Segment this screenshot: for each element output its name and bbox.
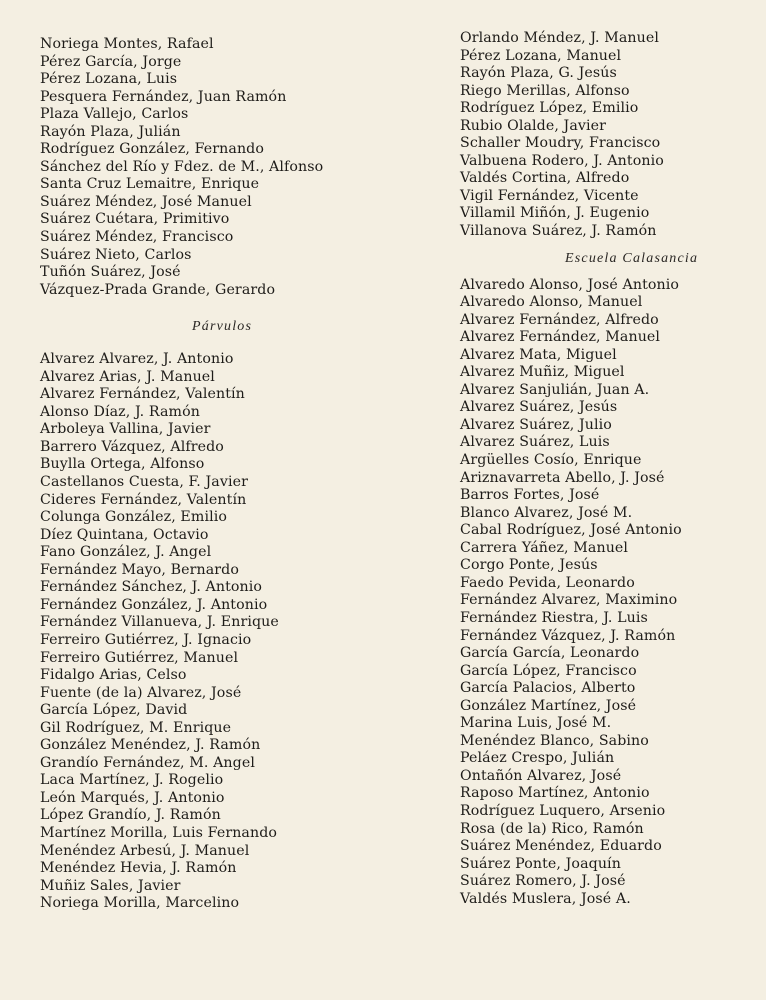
list-item: Alvarez Fernández, Alfredo — [460, 311, 659, 328]
list-item: Fuente (de la) Alvarez, José — [40, 684, 242, 701]
list-item: Alvarez Mata, Miguel — [460, 346, 617, 363]
list-item: Arboleya Vallina, Javier — [40, 421, 211, 438]
list-item: Argüelles Cosío, Enrique — [460, 452, 642, 469]
list-item: Cideres Fernández, Valentín — [40, 491, 247, 508]
list-item: Alvarez Fernández, Manuel — [460, 329, 661, 346]
list-item: Alonso Díaz, J. Ramón — [40, 403, 200, 420]
section-heading-escuela-calasancia: Escuela Calasancia — [565, 250, 699, 266]
list-item: Menéndez Hevia, J. Ramón — [40, 860, 237, 877]
list-item: Rayón Plaza, G. Jesús — [460, 65, 617, 82]
list-item: Riego Merillas, Alfonso — [460, 82, 630, 99]
list-item: Gil Rodríguez, M. Enrique — [40, 719, 232, 736]
list-item: Suárez Ponte, Joaquín — [460, 855, 621, 872]
list-item: Alvaredo Alonso, Manuel — [460, 294, 643, 311]
list-item: Alvarez Suárez, Luis — [460, 434, 610, 451]
list-item: Suárez Cuétara, Primitivo — [40, 211, 230, 228]
list-item: Fernández Sánchez, J. Antonio — [40, 579, 263, 596]
list-item: Fernández Mayo, Bernardo — [40, 561, 240, 578]
list-item: Díez Quintana, Octavio — [40, 526, 209, 543]
list-item: Marina Luis, José M. — [460, 715, 612, 732]
list-item: Martínez Morilla, Luis Fernando — [40, 824, 278, 841]
list-item: Vázquez-Prada Grande, Gerardo — [40, 281, 276, 298]
list-item: García Palacios, Alberto — [460, 680, 636, 697]
list-item: Villanova Suárez, J. Ramón — [460, 223, 657, 240]
list-item: Alvarez Fernández, Valentín — [40, 386, 245, 403]
list-item: Fernández González, J. Antonio — [40, 596, 268, 613]
list-item: Valdés Cortina, Alfredo — [460, 170, 630, 187]
left-column — [40, 30, 420, 913]
right-column — [460, 30, 760, 908]
list-item: Menéndez Arbesú, J. Manuel — [40, 842, 250, 859]
section-heading-parvulos: Párvulos — [192, 319, 253, 335]
list-item: Suárez Romero, J. José — [460, 873, 626, 890]
list-item: Ontañón Alvarez, José — [460, 767, 622, 784]
list-item: González Menéndez, J. Ramón — [40, 737, 261, 754]
list-item: López Grandío, J. Ramón — [40, 807, 221, 824]
list-item: Rubio Olalde, Javier — [460, 117, 607, 134]
list-item: Pérez Lozana, Luis — [40, 71, 178, 88]
list-item: Rodríguez González, Fernando — [40, 141, 265, 158]
list-item: Suárez Menéndez, Eduardo — [460, 838, 662, 855]
list-item: Pesquera Fernández, Juan Ramón — [40, 88, 287, 105]
list-item: Fidalgo Arias, Celso — [40, 667, 187, 684]
list-item: Fano González, J. Angel — [40, 544, 212, 561]
list-item: Alvarez Alvarez, J. Antonio — [40, 351, 234, 368]
list-item: Suárez Nieto, Carlos — [40, 246, 192, 263]
list-item: Fernández Villanueva, J. Enrique — [40, 614, 279, 631]
list-item: Ferreiro Gutiérrez, J. Ignacio — [40, 631, 252, 648]
list-item: Cabal Rodríguez, José Antonio — [460, 522, 682, 539]
list-item: González Martínez, José — [460, 697, 637, 714]
list-item: Alvaredo Alonso, José Antonio — [460, 276, 680, 293]
list-item: Villamil Miñón, J. Eugenio — [460, 205, 650, 222]
list-item: Valdés Muslera, José A. — [460, 890, 631, 907]
list-item: Rayón Plaza, Julián — [40, 123, 181, 140]
list-item: Grandío Fernández, M. Angel — [40, 754, 255, 771]
list-item: Plaza Vallejo, Carlos — [40, 106, 189, 123]
list-item: Noriega Morilla, Marcelino — [40, 895, 240, 912]
list-item: Vigil Fernández, Vicente — [460, 187, 639, 204]
list-item: García López, Francisco — [460, 662, 637, 679]
list-item: Rodríguez Luquero, Arsenio — [460, 802, 666, 819]
list-item: Fernández Alvarez, Maximino — [460, 592, 678, 609]
list-item: León Marqués, J. Antonio — [40, 789, 225, 806]
list-item: Rosa (de la) Rico, Ramón — [460, 820, 644, 837]
list-item: Suárez Méndez, José Manuel — [40, 193, 252, 210]
list-item: Muñiz Sales, Javier — [40, 877, 181, 894]
list-item: Laca Martínez, J. Rogelio — [40, 772, 224, 789]
list-item: Barros Fortes, José — [460, 487, 600, 504]
name-list-left-top — [40, 36, 420, 299]
list-item: Alvarez Sanjulián, Juan A. — [460, 381, 650, 398]
name-list-calasancia — [460, 277, 760, 909]
list-item: Sánchez del Río y Fdez. de M., Alfonso — [40, 158, 324, 175]
list-item: Alvarez Muñiz, Miguel — [460, 364, 625, 381]
list-item: Peláez Crespo, Julián — [460, 750, 615, 767]
list-item: Rodríguez López, Emilio — [460, 100, 639, 117]
list-item: Corgo Ponte, Jesús — [460, 557, 598, 574]
list-item: Alvarez Suárez, Jesús — [460, 399, 618, 416]
list-item: Raposo Martínez, Antonio — [460, 785, 650, 802]
name-list-right-top — [460, 30, 760, 241]
list-item: Ferreiro Gutiérrez, Manuel — [40, 649, 239, 666]
list-item: Blanco Alvarez, José M. — [460, 504, 633, 521]
list-item: Suárez Méndez, Francisco — [40, 229, 234, 246]
list-item: Valbuena Rodero, J. Antonio — [460, 152, 664, 169]
list-item: Noriega Montes, Rafael — [40, 36, 214, 52]
list-item: Santa Cruz Lemaitre, Enrique — [40, 176, 260, 193]
list-item: Tuñón Suárez, José — [40, 264, 181, 281]
list-item: Barrero Vázquez, Alfredo — [40, 438, 224, 455]
list-item: Pérez García, Jorge — [40, 53, 182, 70]
list-item: Schaller Moudry, Francisco — [460, 135, 661, 152]
list-item: Fernández Riestra, J. Luis — [460, 609, 648, 626]
list-item: Ariznavarreta Abello, J. José — [460, 469, 665, 486]
list-item: García García, Leonardo — [460, 645, 640, 662]
list-item: Menéndez Blanco, Sabino — [460, 732, 649, 749]
list-item: Alvarez Arias, J. Manuel — [40, 368, 215, 385]
list-item: García López, David — [40, 702, 188, 719]
list-item: Fernández Vázquez, J. Ramón — [460, 627, 676, 644]
name-list-parvulos — [40, 351, 420, 913]
list-item: Pérez Lozana, Manuel — [460, 47, 622, 64]
list-item: Buylla Ortega, Alfonso — [40, 456, 205, 473]
list-item: Castellanos Cuesta, F. Javier — [40, 474, 248, 491]
list-item: Faedo Pevida, Leonardo — [460, 574, 635, 591]
list-item: Orlando Méndez, J. Manuel — [460, 30, 660, 46]
list-item: Colunga González, Emilio — [40, 509, 227, 526]
list-item: Carrera Yáñez, Manuel — [460, 539, 629, 556]
list-item: Alvarez Suárez, Julio — [460, 416, 612, 433]
